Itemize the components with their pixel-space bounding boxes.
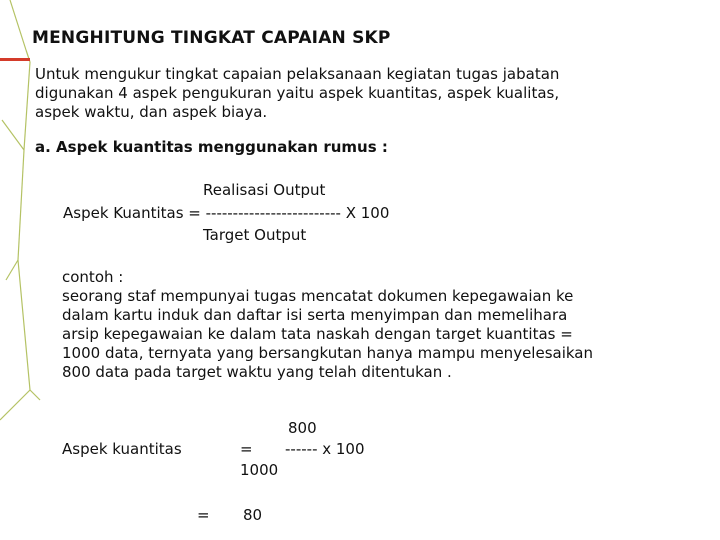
formula-expression: Aspek Kuantitas = ------------------------- X 100 <box>63 204 390 222</box>
example-line: contoh : <box>62 268 124 286</box>
calc-label: Aspek kuantitas <box>62 440 182 458</box>
result-value: 80 <box>243 506 263 524</box>
example-line: dalam kartu induk dan daftar isi serta menyimpan dan memelihara <box>62 306 568 324</box>
intro-line: Untuk mengukur tingkat capaian pelaksanaan kegiatan tugas jabatan <box>35 65 560 83</box>
calc-equals: = <box>240 440 253 458</box>
calc-numerator: 800 <box>288 419 317 437</box>
section-heading: a. Aspek kuantitas menggunakan rumus : <box>35 138 388 156</box>
example-line: 1000 data, ternyata yang bersangkutan hanya mampu menyelesaikan <box>62 344 593 362</box>
calc-fraction-line: ------ x 100 <box>285 440 365 458</box>
example-line: seorang staf mempunyai tugas mencatat dokumen kepegawaian ke <box>62 287 574 305</box>
formula-numerator: Realisasi Output <box>203 181 326 199</box>
formula-denominator: Target Output <box>203 226 307 244</box>
title-accent-bar <box>0 58 30 61</box>
intro-line: digunakan 4 aspek pengukuran yaitu aspek kuantitas, aspek kualitas, <box>35 84 560 102</box>
example-line: arsip kepegawaian ke dalam tata naskah dengan target kuantitas = <box>62 325 573 343</box>
example-line: 800 data pada target waktu yang telah ditentukan . <box>62 363 452 381</box>
result-equals: = <box>197 506 210 524</box>
intro-paragraph <box>35 65 559 122</box>
intro-line: aspek waktu, dan aspek biaya. <box>35 103 268 121</box>
slide-title: MENGHITUNG TINGKAT CAPAIAN SKP <box>32 28 391 48</box>
example-paragraph <box>62 268 593 382</box>
calc-denominator: 1000 <box>240 461 279 479</box>
